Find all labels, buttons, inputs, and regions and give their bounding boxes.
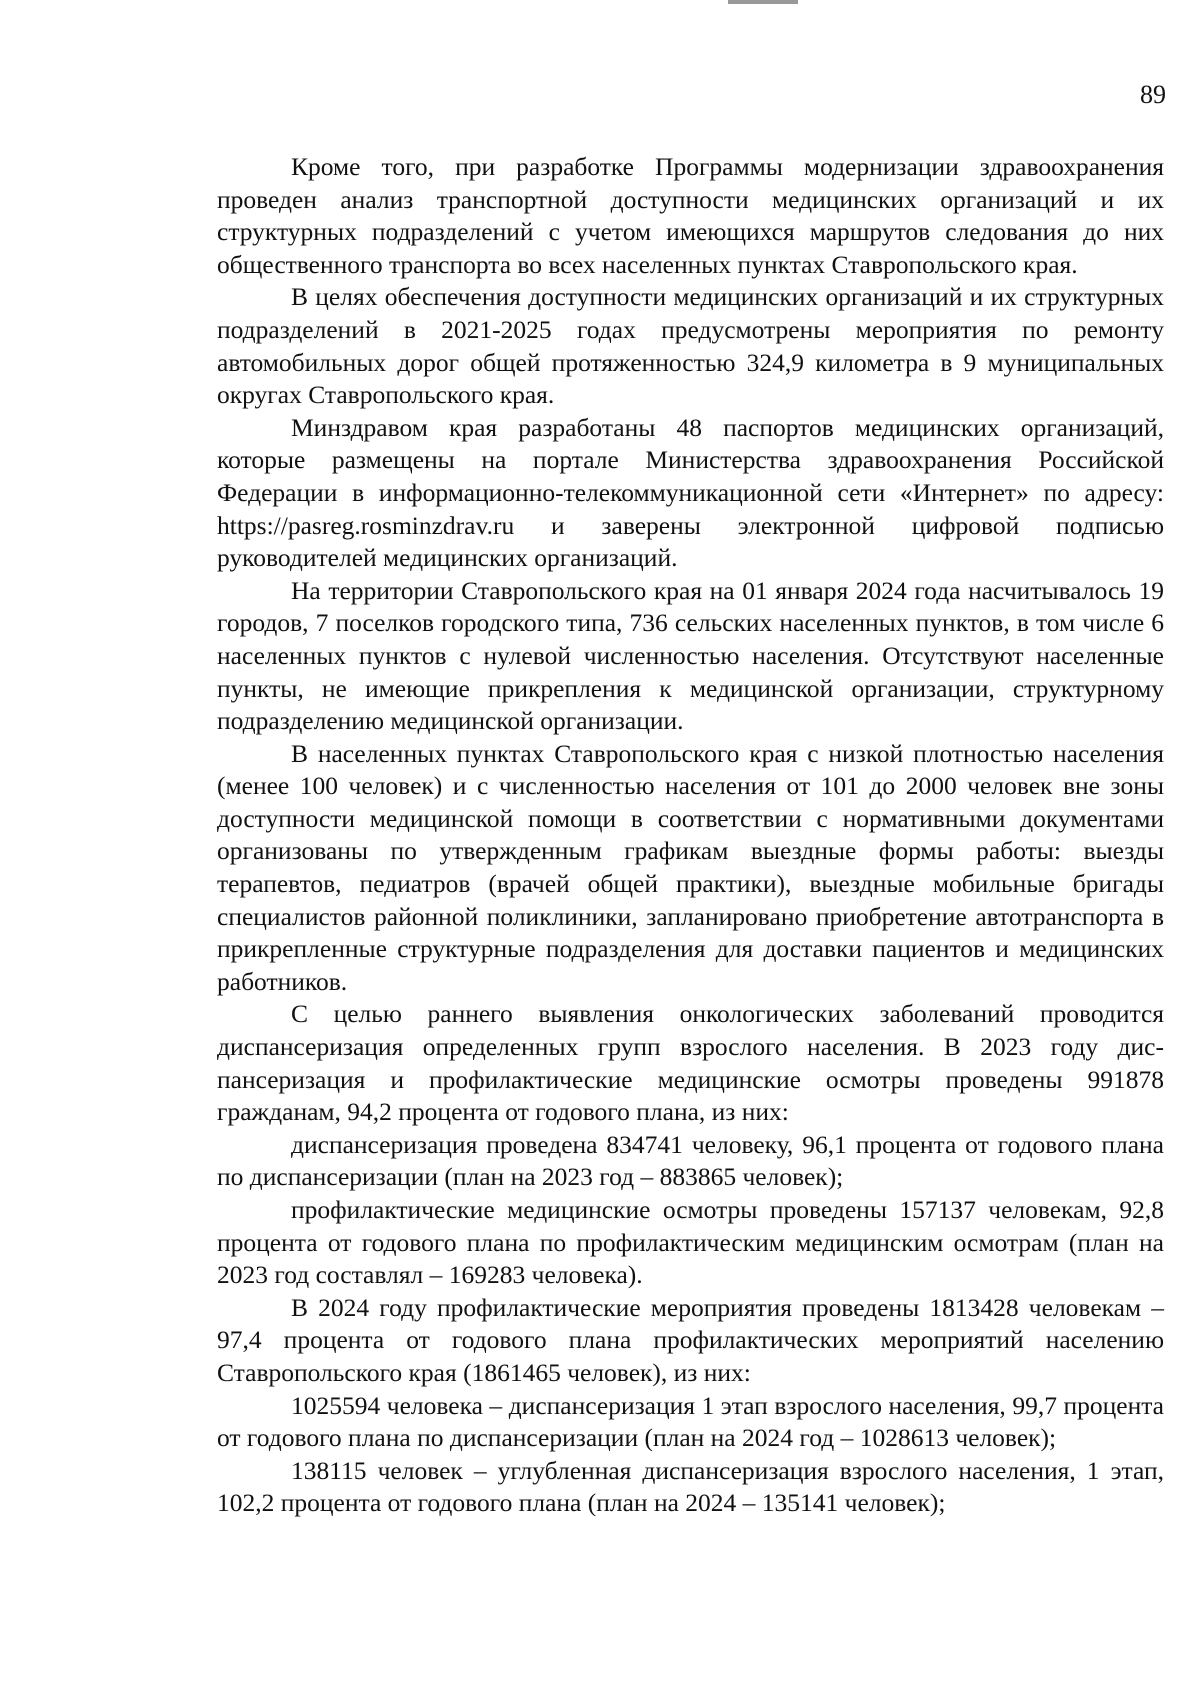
paragraph-passports: Минздравом края разработаны 48 паспортов медицинских организаций, которые размещены на портале Министерства здравоохранения Российской Федерации в информационно-телекоммуникационной сети «Интернет» по адресу: https://pasreg.rosminzdrav.ru и заверены электронной цифровой подписью руководителей медицинских организаций. bbox=[217, 412, 1164, 573]
paragraph-road-repair: В целях обеспечения доступности медицинских организаций и их структурных подразделений в 2021-2025 годах предусмотрены мероприятия по ремонту автомобильных дорог общей протяженностью 324,9 километра в 9 муниципальных округах Ставропольского края. bbox=[217, 282, 1164, 410]
paragraph-mobile-services: В населенных пунктах Ставропольского края с низкой плотностью населения (менее 100 человек) и с численностью населения от 101 до 2000 человек вне зоны доступности медицинской помощи в соответствии с нормативными документами организованы по утвержденным графикам выездные формы работы: выезды терапевтов, педиатров (врачей общей практики), выездные мобильные бригады специалистов районной поликлиники, запланировано приобретение автотранспорта в прикрепленные структурные подразделения для доставки пациентов и медицинских работников. bbox=[217, 738, 1164, 996]
paragraph-dispensarization-2024: 1025594 человека – диспансеризация 1 этап взрослого населения, 99,7 процента от годового плана по диспансеризации (план на 2024 год – 1028613 человек); bbox=[217, 1390, 1164, 1453]
paragraph-prevention-2024: В 2024 году профилактические мероприятия проведены 1813428 человекам – 97,4 процента от годового плана профилактических мероприятий населению Ставропольского края (1861465 человек), из них: bbox=[217, 1292, 1164, 1387]
paragraph-checkups-2023: профилактические медицинские осмотры проведены 157137 человекам, 92,8 процента от годового плана по профилактическим медицинским осмотрам (план на 2023 год составлял – 169283 человека). bbox=[217, 1195, 1164, 1290]
scan-artifact bbox=[728, 0, 798, 4]
page-number: 89 bbox=[1140, 80, 1166, 109]
paragraph-dispensarization-2023: диспансеризация проведена 834741 человеку, 96,1 процента от годового плана по диспансеризации (план на 2023 год – 883865 человек); bbox=[217, 1129, 1164, 1192]
paragraph-transport-analysis: Кроме того, при разработке Программы модернизации здравоохранения проведен анализ транспортной доступности медицинских организаций и их структурных подразделений с учетом имеющихся маршрутов следования до них общественного транспорта во всех населенных пунктах Ставропольского края. bbox=[217, 152, 1164, 279]
document-body bbox=[217, 151, 1164, 1520]
paragraph-screening-2023: С целью раннего выявления онкологических заболеваний проводится диспансеризация определенных групп взрослого населения. В 2023 году диспансеризация и профилактические медицинские осмотры проведены 991878 гражданам, 94,2 процента от годового плана, из них: bbox=[217, 999, 1164, 1127]
paragraph-in-depth-2024: 138115 человек – углубленная диспансеризация взрослого населения, 1 этап, 102,2 процента от годового плана (план на 2024 – 135141 человек); bbox=[217, 1455, 1164, 1518]
paragraph-settlements: На территории Ставропольского края на 01 января 2024 года насчитывалось 19 городов, 7 поселков городского типа, 736 сельских населенных пунктов, в том числе 6 населенных пунктов с нулевой численностью населения. Отсутствуют населенные пункты, не имеющие прикрепления к медицинской организации, структурному подразделению медицинской организации. bbox=[217, 575, 1164, 736]
